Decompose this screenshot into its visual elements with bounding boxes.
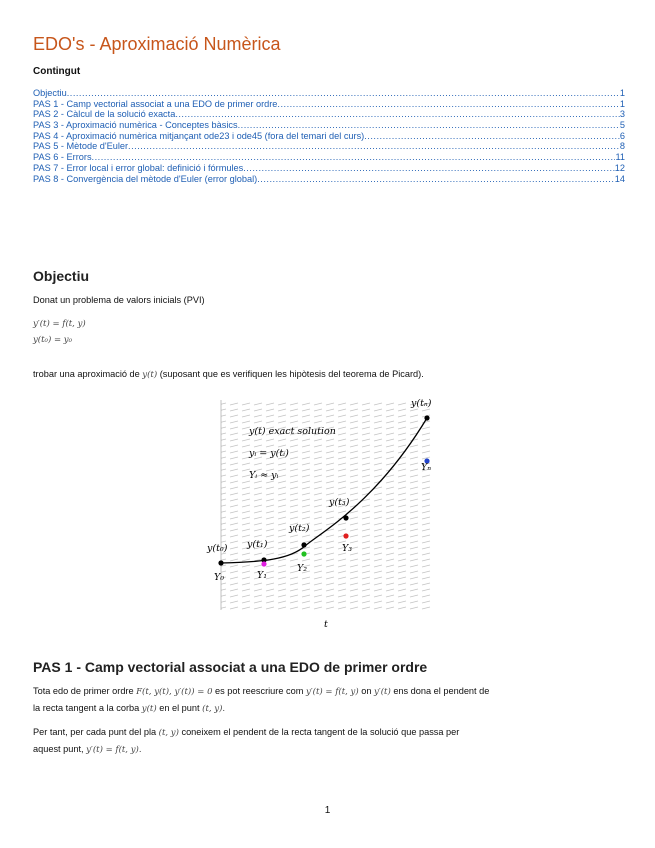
text: es pot reescriure com (212, 686, 306, 696)
toc-page: 14 (614, 173, 625, 184)
text: ens dona el pendent de (390, 686, 490, 696)
label-y-t0: y(t₀) (207, 543, 228, 554)
label-Yn: Yₙ (421, 462, 432, 473)
toc-label: PAS 7 - Error local i error global: definició i fórmules (33, 162, 244, 173)
objectiu-heading: Objectiu (33, 268, 90, 284)
label-y-tn: y(tₙ) (411, 398, 432, 409)
toc-label: PAS 2 - Càlcul de la solució exacta (33, 109, 176, 120)
text: Per tant, per cada punt del pla (33, 727, 159, 737)
text: (suposant que es verifiquen les hipòtesis del teorema de Picard). (157, 369, 424, 379)
toc-label: PAS 6 - Errors (33, 152, 92, 163)
objectiu-goal (33, 366, 424, 383)
toc-item-pas7[interactable] (33, 163, 625, 174)
toc-leader (128, 141, 620, 151)
toc-item-pas2[interactable] (33, 109, 625, 120)
math-inline: y(t) (142, 370, 158, 380)
math-inline: y′(t) = f(t, y) (305, 687, 359, 697)
toc-item-pas6[interactable] (33, 152, 625, 163)
text: coneixem el pendent de la recta tangent de la solució que passa per (178, 727, 460, 737)
contents-heading: Contingut (33, 66, 81, 77)
text: en el punt (156, 703, 203, 713)
toc-label: PAS 3 - Aproximació numèrica - Conceptes bàsics (33, 120, 238, 131)
toc-leader (364, 131, 620, 141)
toc-page: 1 (619, 98, 625, 109)
point-Y3 (343, 533, 348, 538)
toc-leader (175, 109, 620, 119)
label-y-t1: y(t₁) (247, 539, 268, 550)
toc-leader (67, 88, 620, 98)
text: aquest punt, (33, 744, 87, 754)
toc-page: 1 (619, 88, 625, 98)
label-y-t3: y(t₃) (329, 497, 350, 508)
text: on (358, 686, 374, 696)
toc-leader (257, 174, 615, 184)
label-Y1: Y₁ (257, 570, 268, 581)
toc-page: 3 (619, 109, 625, 120)
legend-exact: y(t) exact solution (249, 426, 336, 437)
math-inline: (t, y) (158, 728, 179, 738)
toc-item-pas1[interactable] (33, 99, 625, 110)
page-number: 1 (324, 805, 331, 816)
toc-item-objectiu[interactable] (33, 88, 625, 99)
point-Y2 (301, 551, 306, 556)
toc-label: PAS 8 - Convergència del mètode d'Euler (error global) (33, 173, 258, 184)
table-of-contents (33, 88, 625, 184)
pas1-paragraph-1 (33, 683, 489, 717)
toc-leader (243, 163, 615, 173)
pas1-heading: PAS 1 - Camp vectorial associat a una EDO de primer ordre (33, 659, 428, 675)
label-Y3: Y₃ (342, 543, 353, 554)
toc-item-pas8[interactable] (33, 174, 625, 185)
toc-item-pas4[interactable] (33, 131, 625, 142)
label-y-t2: y(t₂) (289, 523, 310, 534)
toc-label: PAS 5 - Mètode d'Euler (33, 141, 129, 152)
point-Y1 (261, 561, 266, 566)
toc-page: 6 (619, 130, 625, 141)
legend-yi: yᵢ = y(tᵢ) (249, 448, 289, 459)
legend-approx: Yᵢ ≈ yᵢ (249, 470, 279, 481)
toc-page: 11 (615, 152, 625, 163)
equation-ode: y′(t) = f(t, y) (33, 319, 86, 329)
label-Y2: Y₂ (297, 563, 308, 574)
toc-leader (277, 99, 619, 109)
euler-figure (205, 394, 450, 630)
point-y2 (301, 542, 306, 547)
toc-label: PAS 1 - Camp vectorial associat a una EDO de primer ordre (33, 98, 278, 109)
math-inline: F(t, y(t), y′(t)) = 0 (136, 687, 213, 697)
point-y3 (343, 515, 348, 520)
text: trobar una aproximació de (33, 369, 143, 379)
toc-page: 8 (619, 141, 625, 152)
page-title: EDO's - Aproximació Numèrica (33, 34, 281, 54)
pas1-paragraph-2 (33, 724, 459, 758)
toc-item-pas5[interactable] (33, 141, 625, 152)
math-inline: y′(t) = f(t, y). (86, 745, 142, 755)
math-inline: y(t) (141, 704, 157, 714)
point-yn (424, 415, 429, 420)
math-inline: y′(t) (373, 687, 391, 697)
toc-page: 12 (614, 162, 625, 173)
label-Y0: Y₀ (214, 572, 225, 583)
toc-leader (92, 152, 616, 162)
toc-item-pas3[interactable] (33, 120, 625, 131)
toc-page: 5 (619, 120, 625, 131)
equation-initial-condition: y(t₀) = y₀ (33, 335, 72, 345)
text: Tota edo de primer ordre (33, 686, 137, 696)
text: la recta tangent a la corba (33, 703, 142, 713)
x-axis-label: t (324, 619, 328, 630)
toc-label: PAS 4 - Aproximació numèrica mitjançant ode23 i ode45 (fora del temari del curs) (33, 130, 365, 141)
toc-leader (238, 120, 620, 130)
toc-label: Objectiu (33, 88, 67, 98)
objectiu-intro: Donat un problema de valors inicials (PVI) (33, 295, 205, 305)
math-inline: (t, y). (202, 704, 226, 714)
point-y0 (218, 560, 223, 565)
